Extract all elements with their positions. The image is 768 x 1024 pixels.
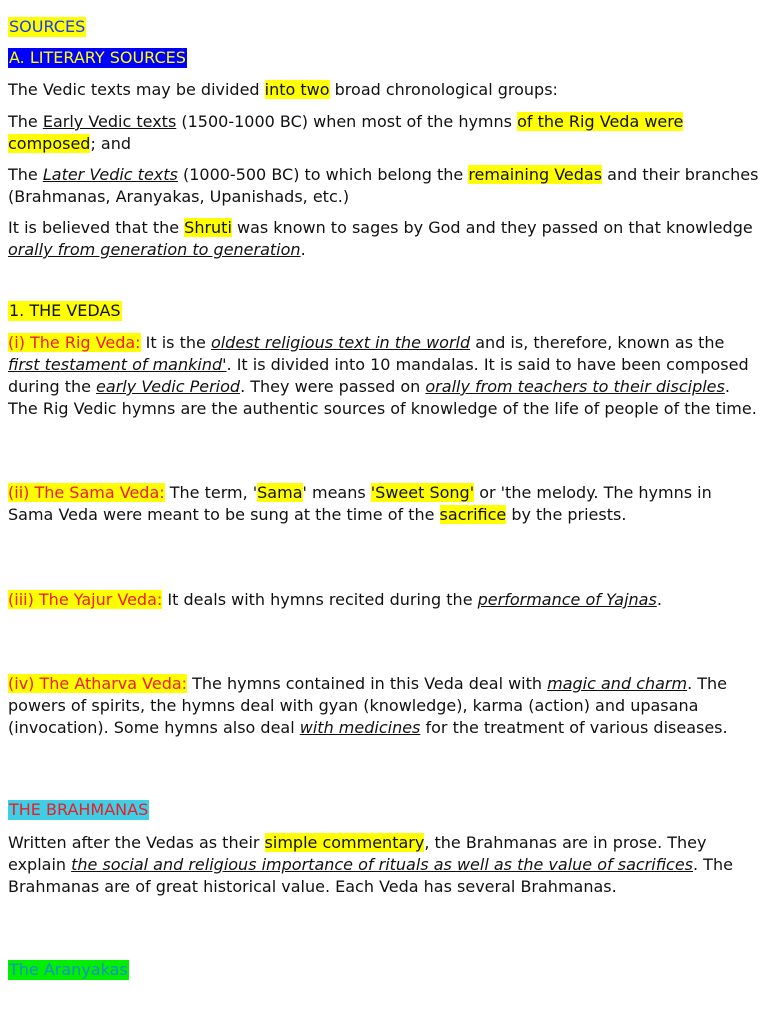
rig-veda-label: (i) The Rig Veda: (8, 333, 141, 352)
vedas-heading: 1. THE VEDAS (9, 301, 121, 320)
sama-veda-paragraph: (ii) The Sama Veda: The term, 'Sama' means 'Sweet Song' or 'the melody. The hymns in Sama Veda were meant to be sung at the time of the sacrifice by the priests. (8, 483, 712, 524)
literary-sources-heading: A. LITERARY SOURCES (9, 48, 186, 67)
atharva-veda-paragraph: (iv) The Atharva Veda: The hymns contained in this Veda deal with magic and charm. The powers of spirits, the hymns deal with gyan (knowledge), karma (action) and upasana (invocation). Some hymns also deal with medicines for the treatment of various diseases. (8, 674, 728, 737)
yajur-veda-paragraph: (iii) The Yajur Veda: It deals with hymns recited during the performance of Yajnas. (8, 590, 662, 609)
vedic-texts-paragraph: The Vedic texts may be divided into two broad chronological groups: (8, 80, 558, 99)
shruti-paragraph: It is believed that the Shruti was known to sages by God and they passed on that knowledge orally from generation to generation. (8, 218, 753, 259)
early-vedic-paragraph: The Early Vedic texts (1500-1000 BC) when most of the hymns of the Rig Veda were composed; and (8, 112, 684, 153)
rig-veda-paragraph: (i) The Rig Veda: It is the oldest religious text in the world and is, therefore, known as the first testament of mankind'. It is divided into 10 mandalas. It is said to have been composed during the early Vedic Period. They were passed on orally from teachers to their disciples. The Rig Vedic hymns are the authentic sources of knowledge of the life of people of the time. (8, 333, 757, 418)
sama-veda-label: (ii) The Sama Veda: (8, 483, 165, 502)
sources-heading: SOURCES (9, 17, 86, 36)
aranyakas-heading: The Aranyakas (9, 960, 128, 979)
brahmanas-heading: THE BRAHMANAS (9, 800, 149, 819)
brahmanas-paragraph: Written after the Vedas as their simple commentary, the Brahmanas are in prose. They explain the social and religious importance of rituals as well as the value of sacrifices. The Brahmanas are of great historical value. Each Veda has several Brahmanas. (8, 833, 733, 896)
atharva-veda-label: (iv) The Atharva Veda: (8, 674, 188, 693)
yajur-veda-label: (iii) The Yajur Veda: (8, 590, 163, 609)
later-vedic-paragraph: The Later Vedic texts (1000-500 BC) to which belong the remaining Vedas and their branches (Brahmanas, Aranyakas, Upanishads, etc.) (8, 165, 759, 206)
